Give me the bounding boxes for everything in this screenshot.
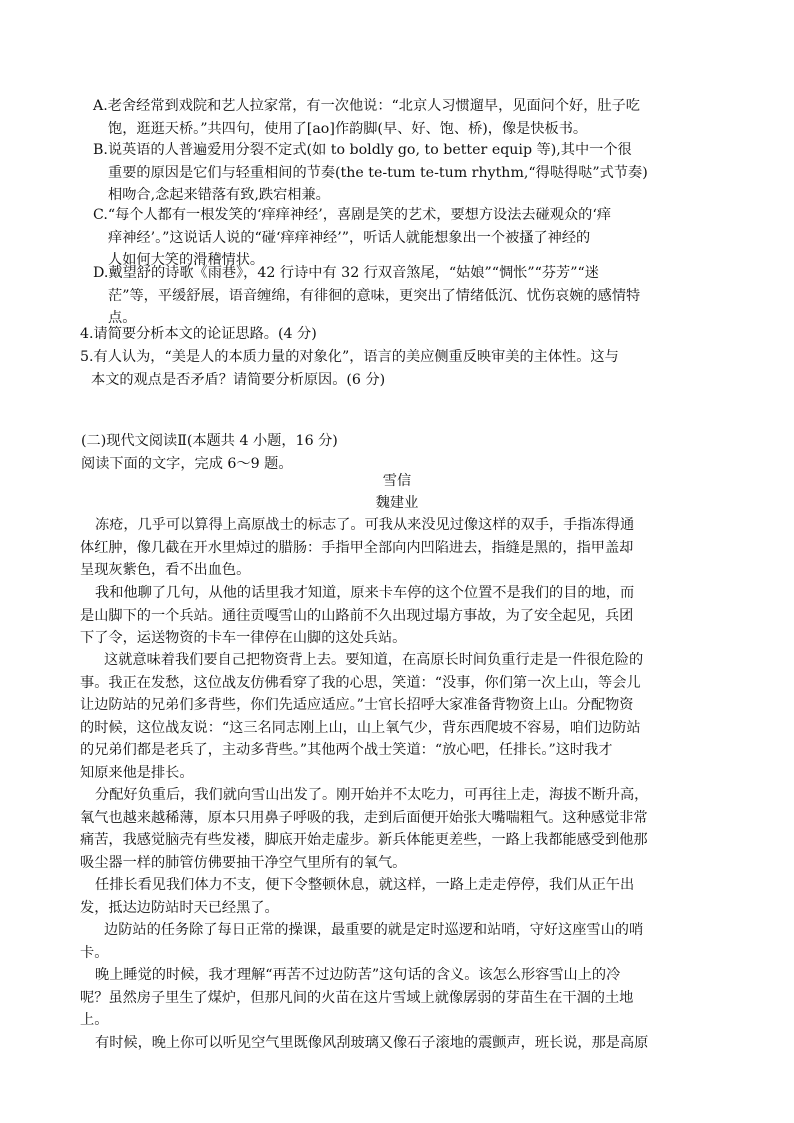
text-line: 重要的原因是它们与轻重相间的节奏(the te-tum te-tum rhythm,“得哒得哒”式节奏) [108,164,648,181]
text-line: 事。我正在发愁，这位战友仿佛看穿了我的心思，笑道：“没事，你们第一次上山，等会儿 [80,674,641,691]
text-line: 痒神经’。”这说话人说的“碰‘痒痒神经’”，听话人就能想象出一个被搔了神经的 [108,229,591,246]
option-a [93,95,640,140]
text-line: 体红肿，像几截在开水里焯过的腊肠：手指甲全部向内凹陷进去，指缝是黑的，指甲盖却 [80,539,634,556]
section-title: (二)现代文阅读Ⅱ(本题共 4 小题，16 分) [81,433,338,449]
option-b [93,139,648,207]
question-5 [80,346,619,391]
text-line: 是山脚下的一个兵站。通往贡嘎雪山的山路前不久出现过塌方事故，为了安全起见，兵团 [80,607,634,624]
option-d [93,262,640,330]
text-line: 知原来他是排长。 [80,764,194,781]
text-line: 吸尘器一样的肺管仿佛要抽干净空气里所有的氧气。 [80,854,407,871]
text-line: 相吻合,念起来错落有致,跌宕相兼。 [108,187,330,203]
story-paragraph-7 [80,964,633,1032]
text-line: 4.请简要分析本文的论证思路。(4 分) [80,326,317,342]
text-line: 饱，逛逛天桥。”共四句，使用了[ao]作韵脚(早、好、饱、桥)，像是快板书。 [108,120,588,137]
text-line: 呢？虽然房子里生了煤炉，但那凡间的火苗在这片雪域上就像孱弱的芽苗生在干涸的土地 [80,989,634,1006]
story-title: 雪信 [382,473,412,489]
section-heading [81,430,338,475]
text-line: 晚上睡觉的时候，我才理解“再苦不过边防苦”这句话的含义。该怎么形容雪山上的冷 [95,967,621,983]
text-line: 发，抵达边防站时天已经黑了。 [80,899,279,916]
text-line: 呈现灰紫色，看不出血色。 [80,562,251,578]
text-line: B.说英语的人普遍爱用分裂不定式(如 to boldly go, to better equip 等),其中一个很 [93,142,632,158]
question-4 [80,323,317,346]
story-paragraph-4 [80,784,648,874]
text-line: 本文的观点是否矛盾？请简要分析原因。(6 分) [91,371,386,388]
text-line: 的时候，这位战友说：“这三名同志刚上山，山上氧气少，背东西爬坡不容易，咱们边防站 [80,719,641,736]
story-paragraph-3 [80,649,643,784]
text-line: 人如何大笑的滑稽情状。 [108,252,265,268]
text-line: A.老舍经常到戏院和艺人拉家常，有一次他说：“北京人习惯遛早，见面问个好，肚子吃 [93,98,640,114]
text-line: 茫”等，平缓舒展，语音缠绵，有徘徊的意味，更突出了情绪低沉、忧伤哀婉的感情特 [108,287,641,304]
text-line: 冻疮，几乎可以算得上高原战士的标志了。可我从来没见过像这样的双手，手指冻得通 [95,517,635,533]
story-paragraph-1 [80,514,634,582]
text-line: 下了令，运送物资的卡车一律停在山脚的这处兵站。 [80,630,407,646]
text-line: 有时候，晚上你可以听见空气里既像风刮玻璃又像石子滚地的震颤声，班长说，那是高原 [95,1035,649,1051]
text-line: 让边防站的兄弟们多背些，你们先适应适应。”士官长招呼大家准备背物资上山。分配物资 [80,697,634,713]
text-line: 痛苦，我感觉脑壳有些发褛，脚底开始走虚步。新兵体能更差些，一路上我都能感受到他那 [80,832,648,848]
text-line: 卡。 [80,944,109,961]
text-line: 边防站的任务除了每日正常的操课，最重要的就是定时巡逻和站哨，守好这座雪山的哨 [104,922,644,938]
story-paragraph-2 [80,582,634,650]
text-line: 分配好负重后，我们就向雪山出发了。刚开始并不太吃力，可再往上走，海拔不断升高， [95,787,649,803]
text-line: 点。 [108,310,137,326]
story-paragraph-6 [80,919,643,964]
story-paragraph-5 [80,874,634,919]
text-line: 任排长看见我们体力不支，便下令整顿休息，就这样，一路上走走停停，我们从正午出 [95,877,635,893]
section-instruction: 阅读下面的文字，完成 6～9 题。 [81,455,293,472]
story-author: 魏建业 [375,495,419,511]
text-line: 氧气也越来越稀薄，原本只用鼻子呼吸的我，走到后面便开始张大嘴喘粗气。这种感觉非常 [80,809,648,826]
text-line: 的兄弟们都是老兵了，主动多背些。”其他两个战士笑道：“放心吧，任排长。”这时我才 [80,742,613,758]
text-line: 上。 [80,1012,109,1028]
text-line: 5.有人认为，“美是人的本质力量的对象化”，语言的美应侧重反映审美的主体性。这与 [80,349,619,365]
story-paragraph-8 [80,1032,648,1055]
text-line: C.“每个人都有一根发笑的‘痒痒神经’，喜剧是笑的艺术，要想方设法去碰观众的‘痒 [93,207,612,223]
text-line: D.戴望舒的诗歌《雨巷》，42 行诗中有 32 行双音煞尾，“姑娘”“惆怅”“芬芳”“迷 [93,265,599,281]
text-line: 这就意味着我们要自己把物资背上去。要知道，在高原长时间负重行走是一件很危险的 [104,652,644,668]
text-line: 我和他聊了几句，从他的话里我才知道，原来卡车停的这个位置不是我们的目的地，而 [95,585,635,601]
